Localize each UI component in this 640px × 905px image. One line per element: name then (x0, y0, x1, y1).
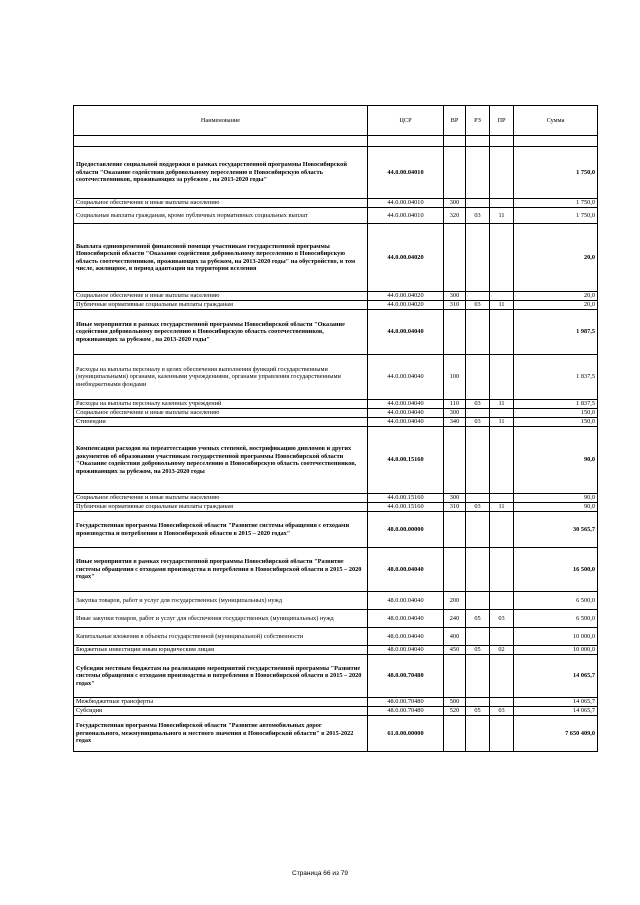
cell-rz (466, 147, 490, 199)
cell-name: Субсидии (74, 707, 368, 716)
cell-rz: 05 (466, 646, 490, 655)
cell-sum: 14 065,7 (514, 655, 598, 698)
cell-pr (490, 427, 514, 494)
table-row (74, 628, 598, 646)
table-row (74, 707, 598, 716)
cell-name: Публичные нормативные социальные выплаты гражданам (74, 301, 368, 310)
table-row (74, 716, 598, 752)
cell-name: Социальное обеспечение и иные выплаты населению (74, 199, 368, 208)
cell-sum: 20,0 (514, 292, 598, 301)
cell-name: Иные мероприятия в рамках государственной программы Новосибирской области "Оказание содействия добровольному переселению в Новосибирскую область соотечественников, проживающих за рубежом , на 2013-2020 годы" (74, 310, 368, 355)
cell-vr: 400 (444, 628, 466, 646)
table-row (74, 409, 598, 418)
cell-vr: 520 (444, 707, 466, 716)
cell-rz (466, 494, 490, 503)
cell-vr: 240 (444, 610, 466, 628)
cell-name: Субсидии местным бюджетам на реализацию мероприятий государственной программы "Развитие системы обращения с отходами производства и потребления в Новосибирской области в 2015 – 2020 годах" (74, 655, 368, 698)
header-vr: ВР (444, 106, 466, 136)
cell-sum: 1 837,5 (514, 355, 598, 400)
cell-csr: 44.0.00.04010 (368, 208, 444, 224)
cell-name: Межбюджетные трансферты (74, 698, 368, 707)
cell-sum: 10 000,0 (514, 646, 598, 655)
cell-csr: 44.0.00.04010 (368, 147, 444, 199)
table-row (74, 427, 598, 494)
cell-rz (466, 548, 490, 592)
cell-csr: 48.0.00.00000 (368, 512, 444, 548)
cell-rz: 03 (466, 503, 490, 512)
cell-name: Расходы на выплаты персоналу в целях обеспечения выполнения функций государственными (муниципальными) органами, казенными учреждениями, органами управления государственными внебюджетными фондами (74, 355, 368, 400)
cell-csr: 44.0.00.04020 (368, 301, 444, 310)
cell-sum: 30 565,7 (514, 512, 598, 548)
cell-pr (490, 655, 514, 698)
cell-vr (444, 427, 466, 494)
cell-rz (466, 224, 490, 292)
header-sum: Сумма (514, 106, 598, 136)
cell-name: Социальное обеспечение и иные выплаты населению (74, 292, 368, 301)
table-row (74, 698, 598, 707)
table-row (74, 494, 598, 503)
table-row (74, 355, 598, 400)
table-header-row (74, 106, 598, 136)
cell-name: Государственная программа Новосибирской области "Развитие системы обращения с отходами производства и потребления в Новосибирской области в 2015 – 2020 годах" (74, 512, 368, 548)
cell-name: Компенсация расходов на переаттестацию ученых степеней, нострификацию дипломов и других документов об образовании участникам государственной программы Новосибирской области "Оказание содействия добровольному переселению в Новосибирскую область соотечественников, проживающих за рубежом, на 2013-2020 годы (74, 427, 368, 494)
cell-rz: 05 (466, 610, 490, 628)
cell-pr (490, 409, 514, 418)
table-row (74, 592, 598, 610)
table-row (74, 224, 598, 292)
page-footer: Страница 66 из 79 (292, 870, 348, 877)
cell-vr: 310 (444, 301, 466, 310)
cell-csr: 48.0.00.70480 (368, 655, 444, 698)
table-row (74, 292, 598, 301)
cell-name: Социальные выплаты гражданам, кроме публичных нормативных социальных выплат (74, 208, 368, 224)
cell-pr (490, 224, 514, 292)
cell-csr: 48.0.00.04040 (368, 610, 444, 628)
cell-csr: 48.0.00.04040 (368, 548, 444, 592)
cell-name: Стипендии (74, 418, 368, 427)
cell-vr: 310 (444, 503, 466, 512)
cell-pr (490, 628, 514, 646)
cell-rz: 05 (466, 707, 490, 716)
table-row (74, 646, 598, 655)
table-body (74, 147, 598, 752)
cell-name: Иные мероприятия в рамках государственной программы Новосибирской области "Развитие системы обращения с отходами производства и потребления в Новосибирской области в 2015 – 2020 годах" (74, 548, 368, 592)
cell-pr (490, 548, 514, 592)
cell-sum: 16 500,0 (514, 548, 598, 592)
cell-csr: 44.0.00.04010 (368, 199, 444, 208)
cell-pr (490, 355, 514, 400)
header-rz: РЗ (466, 106, 490, 136)
cell-pr: 03 (490, 610, 514, 628)
cell-rz (466, 292, 490, 301)
cell-pr (490, 292, 514, 301)
cell-rz (466, 655, 490, 698)
cell-csr: 44.0.00.04040 (368, 355, 444, 400)
cell-vr (444, 548, 466, 592)
cell-name: Расходы на выплаты персоналу казенных учреждений (74, 400, 368, 409)
cell-vr (444, 310, 466, 355)
cell-rz (466, 199, 490, 208)
cell-pr (490, 512, 514, 548)
cell-pr (490, 147, 514, 199)
cell-name: Государственная программа Новосибирской области "Развитие автомобильных дорог регионального, межмуниципального и местного значения в Новосибирской области" в 2015-2022 годах (74, 716, 368, 752)
cell-pr: 11 (490, 503, 514, 512)
cell-sum: 90,0 (514, 494, 598, 503)
cell-vr: 300 (444, 494, 466, 503)
cell-vr (444, 512, 466, 548)
cell-sum: 150,0 (514, 418, 598, 427)
cell-name: Закупка товаров, работ и услуг для государственных (муниципальных) нужд (74, 592, 368, 610)
cell-rz (466, 698, 490, 707)
cell-csr: 44.0.00.04020 (368, 292, 444, 301)
cell-sum: 90,0 (514, 427, 598, 494)
cell-vr: 340 (444, 418, 466, 427)
cell-vr: 300 (444, 292, 466, 301)
table-row (74, 548, 598, 592)
cell-sum: 1 750,0 (514, 199, 598, 208)
cell-name: Социальное обеспечение и иные выплаты населению (74, 409, 368, 418)
cell-rz: 03 (466, 208, 490, 224)
cell-csr: 48.0.00.04040 (368, 628, 444, 646)
cell-rz: 03 (466, 301, 490, 310)
cell-vr (444, 147, 466, 199)
cell-sum: 7 650 409,0 (514, 716, 598, 752)
cell-pr: 03 (490, 707, 514, 716)
cell-name: Социальное обеспечение и иные выплаты населению (74, 494, 368, 503)
cell-sum: 20,0 (514, 224, 598, 292)
cell-vr: 300 (444, 199, 466, 208)
cell-name: Капитальные вложения в объекты государственной (муниципальной) собственности (74, 628, 368, 646)
cell-name: Бюджетные инвестиции иным юридическим лицам (74, 646, 368, 655)
cell-vr: 320 (444, 208, 466, 224)
cell-csr: 44.0.00.04040 (368, 400, 444, 409)
cell-pr (490, 698, 514, 707)
cell-sum: 6 500,0 (514, 610, 598, 628)
cell-rz (466, 310, 490, 355)
cell-pr (490, 592, 514, 610)
cell-rz (466, 512, 490, 548)
table-row (74, 147, 598, 199)
cell-csr: 48.0.00.70480 (368, 707, 444, 716)
table-row (74, 512, 598, 548)
header-spacer-row (74, 136, 598, 147)
cell-csr: 48.0.00.04040 (368, 646, 444, 655)
cell-name: Предоставление социальной поддержки в рамках государственной программы Новосибирской области "Оказание содействия добровольному переселению в Новосибирскую область соотечественников, проживающих за рубежом , на 2013-2020 годы" (74, 147, 368, 199)
cell-sum: 10 000,0 (514, 628, 598, 646)
cell-pr (490, 310, 514, 355)
cell-pr: 11 (490, 301, 514, 310)
cell-csr: 44.0.00.15160 (368, 494, 444, 503)
cell-sum: 14 065,7 (514, 698, 598, 707)
header-name: Наименование (74, 106, 368, 136)
cell-vr: 500 (444, 698, 466, 707)
cell-vr: 450 (444, 646, 466, 655)
cell-csr: 61.0.00.00000 (368, 716, 444, 752)
cell-vr: 200 (444, 592, 466, 610)
cell-csr: 44.0.00.15160 (368, 427, 444, 494)
budget-table (73, 105, 598, 752)
cell-name: Иные закупки товаров, работ и услуг для обеспечения государственных (муниципальных) нужд (74, 610, 368, 628)
cell-vr: 100 (444, 355, 466, 400)
cell-csr: 44.0.00.04020 (368, 224, 444, 292)
header-csr: ЦСР (368, 106, 444, 136)
table-row (74, 301, 598, 310)
table-row (74, 610, 598, 628)
cell-pr: 11 (490, 208, 514, 224)
cell-sum: 6 500,0 (514, 592, 598, 610)
cell-vr: 300 (444, 409, 466, 418)
cell-vr (444, 716, 466, 752)
cell-sum: 14 065,7 (514, 707, 598, 716)
cell-csr: 44.0.00.15160 (368, 503, 444, 512)
table-row (74, 199, 598, 208)
table-row (74, 400, 598, 409)
cell-csr: 48.0.00.04040 (368, 592, 444, 610)
cell-sum: 90,0 (514, 503, 598, 512)
cell-rz (466, 628, 490, 646)
cell-sum: 1 750,0 (514, 147, 598, 199)
cell-csr: 44.0.00.04040 (368, 409, 444, 418)
cell-rz (466, 592, 490, 610)
cell-pr (490, 716, 514, 752)
header-pr: ПР (490, 106, 514, 136)
cell-rz (466, 716, 490, 752)
cell-pr (490, 199, 514, 208)
table-row (74, 655, 598, 698)
table-row (74, 310, 598, 355)
cell-pr: 02 (490, 646, 514, 655)
table-row (74, 418, 598, 427)
cell-rz (466, 427, 490, 494)
cell-name: Публичные нормативные социальные выплаты гражданам (74, 503, 368, 512)
cell-pr: 11 (490, 418, 514, 427)
cell-rz: 03 (466, 418, 490, 427)
table-row (74, 208, 598, 224)
cell-sum: 20,0 (514, 301, 598, 310)
cell-sum: 1 750,0 (514, 208, 598, 224)
cell-name: Выплата единовременной финансовой помощи участникам государственной программы Новосибирской области "Оказание содействия добровольному переселению в Новосибирскую область соотечественников, проживающих за рубежом, на 2013-2020 годы" на обустройство, в том числе, жилищное, в период адаптации на территории вселения (74, 224, 368, 292)
cell-rz: 03 (466, 400, 490, 409)
cell-sum: 150,0 (514, 409, 598, 418)
cell-rz (466, 355, 490, 400)
cell-csr: 44.0.00.04040 (368, 418, 444, 427)
cell-sum: 1 987,5 (514, 310, 598, 355)
cell-vr (444, 224, 466, 292)
cell-pr (490, 494, 514, 503)
cell-csr: 44.0.00.04040 (368, 310, 444, 355)
cell-vr (444, 655, 466, 698)
cell-sum: 1 837,5 (514, 400, 598, 409)
cell-vr: 110 (444, 400, 466, 409)
cell-csr: 48.0.00.70480 (368, 698, 444, 707)
cell-rz (466, 409, 490, 418)
cell-pr: 11 (490, 400, 514, 409)
table-row (74, 503, 598, 512)
